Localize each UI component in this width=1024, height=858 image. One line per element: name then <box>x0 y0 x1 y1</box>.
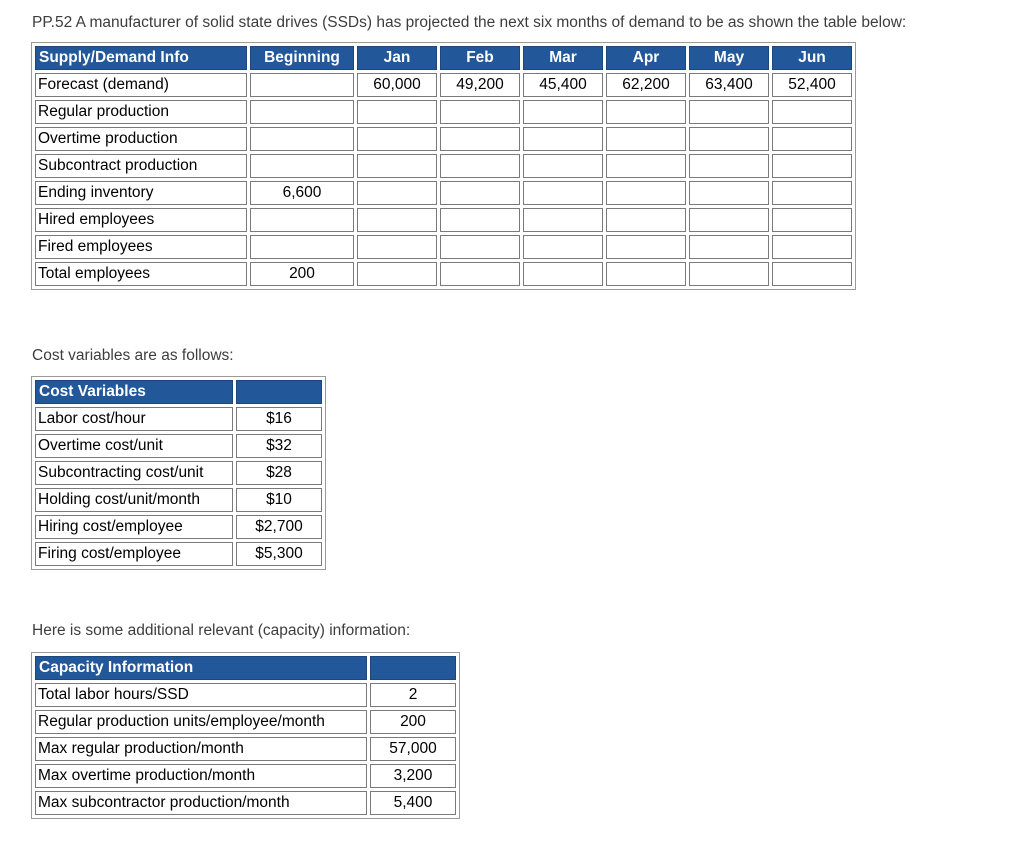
table-cell <box>689 127 769 151</box>
table-row <box>35 434 322 458</box>
table-row <box>35 791 456 815</box>
row-label: Overtime production <box>35 127 247 151</box>
table-cell <box>606 100 686 124</box>
row-label: Max subcontractor production/month <box>35 791 367 815</box>
cost-caption: Cost variables are as follows: <box>32 347 234 364</box>
table-cell <box>772 235 852 259</box>
table-cell <box>357 208 437 232</box>
table-cell <box>357 127 437 151</box>
table-row <box>35 461 322 485</box>
table-cell: 52,400 <box>772 73 852 97</box>
row-value: 5,400 <box>370 791 456 815</box>
table-cell: 62,200 <box>606 73 686 97</box>
table-row <box>35 515 322 539</box>
table-row <box>35 73 852 97</box>
row-value: $28 <box>236 461 322 485</box>
row-value: 57,000 <box>370 737 456 761</box>
row-value: $2,700 <box>236 515 322 539</box>
table-row <box>35 488 322 512</box>
row-label: Total labor hours/SSD <box>35 683 367 707</box>
table-cell <box>772 127 852 151</box>
table-cell <box>250 208 354 232</box>
table-cell <box>440 100 520 124</box>
table-cell <box>606 181 686 205</box>
table-cell <box>523 262 603 286</box>
table-row <box>35 764 456 788</box>
table-cell <box>689 181 769 205</box>
table-cell <box>689 208 769 232</box>
table-cell <box>606 208 686 232</box>
table-cell <box>523 127 603 151</box>
table-cell <box>440 208 520 232</box>
row-value: $16 <box>236 407 322 431</box>
table-cell <box>440 127 520 151</box>
table-cell <box>440 181 520 205</box>
row-label: Ending inventory <box>35 181 247 205</box>
table-cell <box>523 154 603 178</box>
table-cell <box>440 262 520 286</box>
table-cell <box>250 100 354 124</box>
row-value: $32 <box>236 434 322 458</box>
header-mar: Mar <box>523 46 603 70</box>
row-label: Hired employees <box>35 208 247 232</box>
table-cell <box>357 262 437 286</box>
table-cell <box>772 100 852 124</box>
table-cell <box>357 154 437 178</box>
table-cell <box>250 235 354 259</box>
capacity-information-table <box>31 652 460 819</box>
row-value: $10 <box>236 488 322 512</box>
table-cell <box>357 100 437 124</box>
table-row <box>35 407 322 431</box>
row-label: Holding cost/unit/month <box>35 488 233 512</box>
row-label: Firing cost/employee <box>35 542 233 566</box>
header-jan: Jan <box>357 46 437 70</box>
table-cell: 6,600 <box>250 181 354 205</box>
table-cell: 49,200 <box>440 73 520 97</box>
table-row <box>35 542 322 566</box>
header-capacity-information: Capacity Information <box>35 656 367 680</box>
table-cell <box>523 208 603 232</box>
table-row <box>35 100 852 124</box>
table-row <box>35 683 456 707</box>
table-cell <box>250 73 354 97</box>
header-feb: Feb <box>440 46 520 70</box>
row-value: 3,200 <box>370 764 456 788</box>
row-label: Fired employees <box>35 235 247 259</box>
row-label: Regular production units/employee/month <box>35 710 367 734</box>
cost-header-row <box>35 380 322 404</box>
table-cell: 60,000 <box>357 73 437 97</box>
table-row <box>35 154 852 178</box>
table-cell: 200 <box>250 262 354 286</box>
header-cost-variables: Cost Variables <box>35 380 233 404</box>
table-cell <box>689 235 769 259</box>
table-row <box>35 181 852 205</box>
table-cell <box>523 235 603 259</box>
row-value: $5,300 <box>236 542 322 566</box>
table-cell <box>357 235 437 259</box>
row-label: Subcontract production <box>35 154 247 178</box>
table-row <box>35 737 456 761</box>
table-cell <box>606 262 686 286</box>
table-cell <box>357 181 437 205</box>
table-cell <box>772 262 852 286</box>
cost-variables-table <box>31 376 326 570</box>
row-label: Total employees <box>35 262 247 286</box>
capacity-caption: Here is some additional relevant (capacity) information: <box>32 622 411 639</box>
capacity-header-row <box>35 656 456 680</box>
table-cell <box>523 100 603 124</box>
table-row <box>35 262 852 286</box>
table-row <box>35 235 852 259</box>
row-label: Regular production <box>35 100 247 124</box>
table-cell: 45,400 <box>523 73 603 97</box>
supply-header-row <box>35 46 852 70</box>
header-capacity-value <box>370 656 456 680</box>
table-cell <box>689 100 769 124</box>
row-label: Max overtime production/month <box>35 764 367 788</box>
table-cell <box>250 127 354 151</box>
header-supply-demand-info: Supply/Demand Info <box>35 46 247 70</box>
row-label: Hiring cost/employee <box>35 515 233 539</box>
table-cell <box>689 262 769 286</box>
table-cell <box>772 181 852 205</box>
row-label: Forecast (demand) <box>35 73 247 97</box>
problem-statement: PP.52 A manufacturer of solid state drives (SSDs) has projected the next six months of demand to be as shown the table below: <box>32 14 907 31</box>
header-beginning: Beginning <box>250 46 354 70</box>
table-row <box>35 208 852 232</box>
table-cell: 63,400 <box>689 73 769 97</box>
header-cost-value <box>236 380 322 404</box>
table-cell <box>606 235 686 259</box>
table-cell <box>606 154 686 178</box>
supply-demand-table <box>31 42 856 290</box>
row-label: Labor cost/hour <box>35 407 233 431</box>
row-label: Subcontracting cost/unit <box>35 461 233 485</box>
table-cell <box>689 154 769 178</box>
row-label: Max regular production/month <box>35 737 367 761</box>
table-cell <box>523 181 603 205</box>
row-value: 200 <box>370 710 456 734</box>
table-row <box>35 710 456 734</box>
table-cell <box>440 154 520 178</box>
table-cell <box>772 208 852 232</box>
table-cell <box>772 154 852 178</box>
header-may: May <box>689 46 769 70</box>
header-apr: Apr <box>606 46 686 70</box>
row-value: 2 <box>370 683 456 707</box>
table-cell <box>250 154 354 178</box>
table-cell <box>440 235 520 259</box>
table-cell <box>606 127 686 151</box>
header-jun: Jun <box>772 46 852 70</box>
row-label: Overtime cost/unit <box>35 434 233 458</box>
table-row <box>35 127 852 151</box>
